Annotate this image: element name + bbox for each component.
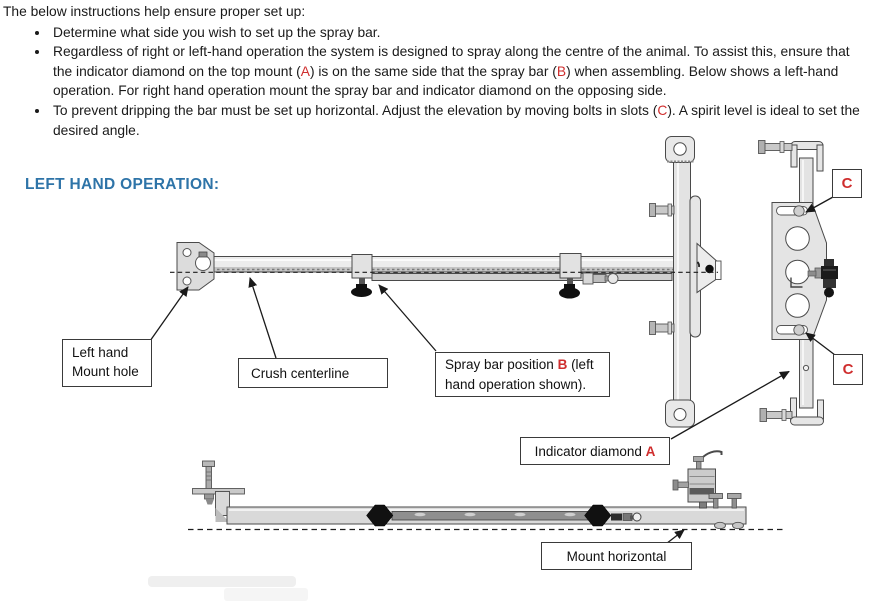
text-segment: Determine what side you wish to set up the spray bar. [53,24,381,40]
callout-mount-horizontal [541,542,692,570]
vertical-post [650,137,695,428]
c-marker: C [842,361,854,378]
text-segment: To prevent dripping the bar must be set up horizontal. Adjust the elevation by moving bolts in slots ( [53,102,658,118]
indicator-diamond-mark [803,365,808,370]
main-bar [210,257,690,273]
callout-c-bottom [833,354,863,385]
c-marker: C [841,175,853,192]
mount-hole-bottom [183,277,191,285]
text-segment: ) when assembling. Below shows a left-hand operation. For right hand operation mount the spray bar and indicator diamond on the opposing side. [53,63,839,99]
spray-bar [372,274,672,281]
callout-text: Crush centerline [251,365,350,381]
callout-text [535,444,656,459]
text-segment: B [556,63,567,79]
knob [351,287,372,297]
arrow-crush-centerline [250,278,276,358]
text-segment: A [645,443,656,459]
callout-line: Left hand [72,345,129,360]
knob [559,288,580,299]
text-segment: A [300,63,310,79]
callout-text [445,357,594,392]
text-segment: Regardless of right or left-hand operation the system is designed to spray along the centre of the animal. To assist this, ensure that the indicator diamond on the top mount ( [53,44,850,79]
bar-clamp-left [351,255,372,298]
left-mount-bracket [177,243,214,291]
mount-hole-top [183,249,191,257]
coupling [611,513,641,521]
bar-clamp-right [559,254,581,299]
inline-valve [583,273,618,284]
text-segment: C [657,102,668,118]
callout-indicator-diamond [520,437,670,465]
callout-line: Mount hole [72,363,139,379]
horizontal-side-view [148,451,784,601]
callout-text: Mount horizontal [566,548,667,564]
top-mount-plate [690,196,721,337]
bottom-hook-clamp [760,398,824,425]
text-segment: ). A spirit level is ideal to set the desired angle. [53,102,860,138]
mount-hole-center [196,256,211,271]
horizontal-bar [227,507,746,524]
text-segment: ) is on the same side that the spray bar ( [309,63,557,79]
callout-c-top [832,169,862,198]
text-segment: B [557,357,568,372]
arrow-left-mount-hole [150,287,188,341]
post-bolt-lower [650,322,675,335]
arrow-spray-bar [379,285,436,351]
plate-hole [786,294,810,318]
callout-spray-bar-position [435,352,610,397]
callout-left-hand-mount-hole [62,339,152,387]
post-bolt-upper [650,204,675,217]
plate-hole [786,260,810,284]
plate-hole [786,227,810,251]
callout-crush-centerline [238,358,388,388]
text-segment: Spray bar position [445,357,558,372]
bar-bolts [709,494,741,509]
intro-line: The below instructions help ensure proper set up: [3,4,306,19]
text-segment: (left hand operation shown). [445,357,594,392]
section-heading: LEFT HAND OPERATION: [25,176,220,193]
text-segment: Indicator diamond [534,443,646,459]
